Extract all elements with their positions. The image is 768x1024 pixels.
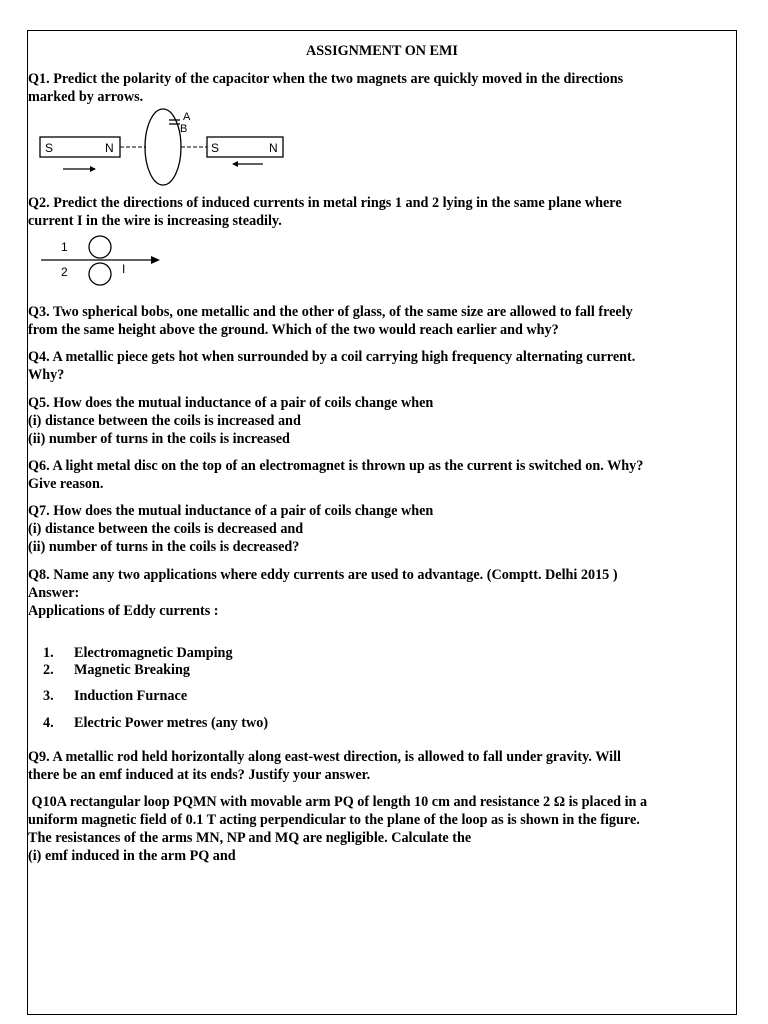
list-item: Electric Power metres (any two) (74, 715, 269, 731)
q8-answer-heading: Applications of Eddy currents : (28, 603, 219, 619)
plate-a-label: A (183, 111, 191, 123)
left-magnet-s-label: S (45, 141, 54, 155)
current-label: I (122, 262, 126, 276)
list-item-number: 4. (43, 715, 54, 731)
q8-text-line-1: Q8. Name any two applications where eddy currents are used to advantage. (Comptt. Delhi 2015 ) (28, 567, 618, 583)
q1-text-line-1: Q1. Predict the polarity of the capacitor when the two magnets are quickly moved in the directions (28, 71, 624, 87)
ring-1 (89, 236, 111, 258)
list-item: Induction Furnace (74, 688, 188, 704)
q6-text-line-2: Give reason. (28, 476, 104, 492)
right-magnet-n-label: N (269, 141, 278, 155)
q2-rings-figure (39, 234, 169, 290)
q2-text-line-2: current I in the wire is increasing steadily. (28, 213, 282, 229)
ring-2 (89, 263, 111, 285)
list-item-number: 3. (43, 688, 54, 704)
q10-text-line-1: Q10A rectangular loop PQMN with movable arm PQ of length 10 cm and resistance 2 Ω is placed in a (28, 794, 648, 810)
q8-answer-label: Answer: (28, 585, 80, 601)
left-magnet-n-label: N (105, 141, 114, 155)
q9-text-line-1: Q9. A metallic rod held horizontally along east-west direction, is allowed to fall under gravity. Will (28, 749, 621, 765)
q1-magnets-figure (39, 107, 289, 195)
list-item: Magnetic Breaking (74, 662, 190, 678)
plate-b-label: B (180, 123, 188, 135)
q9-text-line-2: there be an emf induced at its ends? Justify your answer. (28, 767, 371, 783)
list-item-number: 1. (43, 645, 54, 661)
q10-text-line-2: uniform magnetic field of 0.1 T acting perpendicular to the plane of the loop as is shown in the figure. (28, 812, 640, 828)
q3-text-line-2: from the same height above the ground. Which of the two would reach earlier and why? (28, 322, 559, 338)
ring-1-label: 1 (61, 240, 68, 254)
page-title: ASSIGNMENT ON EMI (306, 43, 458, 59)
q5-text-line-3: (ii) number of turns in the coils is increased (28, 431, 290, 447)
q1-text-line-2: marked by arrows. (28, 89, 144, 105)
ring-2-label: 2 (61, 265, 68, 279)
q7-text-line-1: Q7. How does the mutual inductance of a pair of coils change when (28, 503, 434, 519)
q10-text-line-4: (i) emf induced in the arm PQ and (28, 848, 236, 864)
right-magnet-s-label: S (211, 141, 220, 155)
list-item-number: 2. (43, 662, 54, 678)
q10-text-line-3: The resistances of the arms MN, NP and MQ are negligible. Calculate the (28, 830, 472, 846)
q3-text-line-1: Q3. Two spherical bobs, one metallic and the other of glass, of the same size are allowed to fall freely (28, 304, 633, 320)
q6-text-line-1: Q6. A light metal disc on the top of an electromagnet is thrown up as the current is switched on. Why? (28, 458, 644, 474)
q5-text-line-1: Q5. How does the mutual inductance of a pair of coils change when (28, 395, 434, 411)
assignment-page (27, 30, 737, 1015)
q4-text-line-1: Q4. A metallic piece gets hot when surrounded by a coil carrying high frequency alternating current. (28, 349, 636, 365)
list-item: Electromagnetic Damping (74, 645, 233, 661)
q7-text-line-2: (i) distance between the coils is decreased and (28, 521, 304, 537)
q5-text-line-2: (i) distance between the coils is increased and (28, 413, 301, 429)
q4-text-line-2: Why? (28, 367, 65, 383)
q7-text-line-3: (ii) number of turns in the coils is decreased? (28, 539, 300, 555)
q2-text-line-1: Q2. Predict the directions of induced currents in metal rings 1 and 2 lying in the same plane where (28, 195, 622, 211)
